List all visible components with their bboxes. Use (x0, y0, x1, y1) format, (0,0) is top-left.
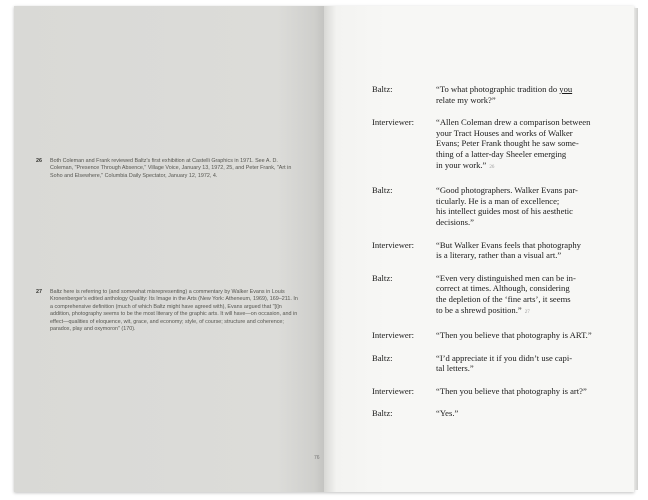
speaker-label: Baltz: (372, 272, 393, 283)
speaker-label: Baltz: (372, 352, 393, 363)
footnote-26 (36, 158, 300, 180)
speaker-label: Baltz: (372, 185, 393, 196)
footnote-number: 27 (36, 289, 42, 295)
speaker-label: Interviewer: (372, 239, 414, 250)
speaker-label: Interviewer: (372, 385, 414, 396)
dialog-entry (372, 84, 612, 105)
dialog-entry (372, 117, 612, 173)
footnote-reference: 27 (524, 309, 530, 315)
speech-text: “Yes.” (436, 408, 459, 419)
speech-text: “To what photographic tradition do you relate my work?” (436, 84, 573, 105)
dialog-entry (372, 330, 612, 341)
speech-text: “Then you believe that photography is art?” (436, 385, 587, 396)
interview-dialog (372, 84, 612, 431)
footnote-reference: 26 (489, 164, 495, 170)
dialog-entry (372, 240, 612, 261)
dialog-entry (372, 185, 612, 227)
dialog-entry (372, 353, 612, 374)
emphasis-you: you (559, 84, 573, 94)
footnote-27 (36, 289, 300, 333)
speaker-label: Baltz: (372, 84, 393, 94)
speaker-label: Interviewer: (372, 117, 414, 128)
left-page (14, 6, 324, 492)
speech-text: “I’d appreciate it if you didn’t use capi- tal letters.” (436, 352, 573, 374)
dialog-entry (372, 386, 612, 397)
footnote-text: Baltz here is referring to (and somewhat misrepresenting) a commentary by Walker Evans in Louis Kronenberger's edited anthology Quality: Its Image in the Arts (New York: Atheneum, 1969), 169–211. In a comprehensive definition (much of which Baltz might have agreed with), Evans argued that "[i]n addition, photography seems to be the most literary of the graphic arts. It will have—on occasion, and in effect—qualities of eloquence, wit, grace, and economy; style, of course; structure and coherence; paradox, play and oxymoron" (170). (50, 289, 298, 333)
footnote-text: Both Coleman and Frank reviewed Baltz's first exhibition at Castelli Graphics in 1971. See A. D. Coleman, "Presence Through Absence," Village Voice, January 13, 1972, 25, and Peter Frank, "Art in Soho and Elsewhere," Columbia Daily Spectator, January 12, 1972, 4. (50, 158, 292, 179)
dialog-entry (372, 273, 612, 318)
speech-text: “Then you believe that photography is ART.” (436, 330, 592, 341)
dialog-entry (372, 408, 612, 419)
speaker-label: Baltz: (372, 408, 393, 419)
page-edge (634, 8, 638, 490)
speech-text: “Allen Coleman drew a comparison between your Tract Houses and works of Walker Evans; Peter Frank thought he saw some- thing of a latter-day Sheeler emerging in your work.” 26 (436, 117, 591, 170)
speech-text: “But Walker Evans feels that photography is a literary, rather than a visual art.” (436, 239, 581, 261)
footnote-number: 26 (36, 158, 42, 164)
speaker-label: Interviewer: (372, 330, 414, 341)
speech-text: “Good photographers. Walker Evans par- ticularly. He is a man of excellence; his intellect guides most of his aesthetic decisions.” (436, 185, 578, 227)
speech-text: “Even very distinguished men can be in- correct at times. Although, considering the depletion of the ‘fine arts’, it seems to be a shrewd position.” 27 (436, 272, 576, 315)
page-number: 76 (314, 455, 320, 461)
